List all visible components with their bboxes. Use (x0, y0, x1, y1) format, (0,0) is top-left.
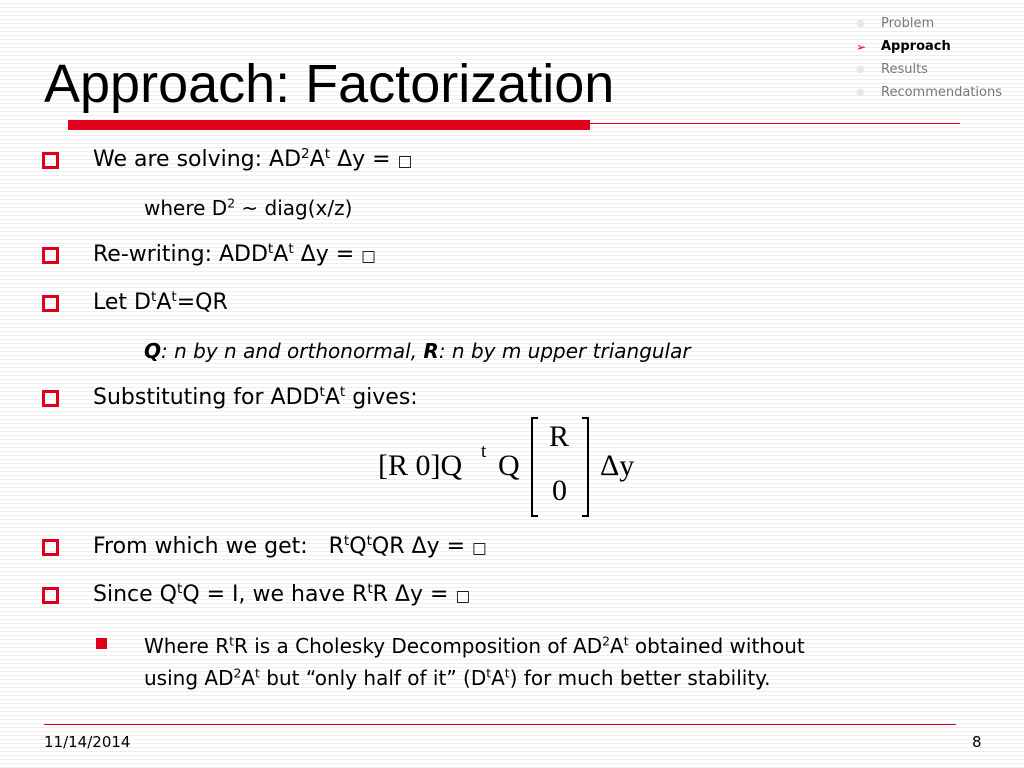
nav-bullet: ● (856, 64, 865, 75)
title-underline (68, 120, 590, 130)
matrix-top: R (549, 420, 570, 453)
hollow-square-bullet-icon (42, 295, 59, 312)
arrow-bullet-icon: ➢ (856, 40, 867, 54)
cholesky-line-1: Where $R^tR$ is a Cholesky Decomposition of $AD^2A^t$ obtained without (144, 633, 805, 658)
bullet-let-dtat: Let $D^tA^t=QR$ (93, 288, 228, 315)
nav-label: Recommendations (881, 85, 1003, 100)
bullet-re-writing: Re-writing: $ADD^tA^t$ Δy = □ (93, 240, 376, 267)
nav-bullet: ● (856, 87, 865, 98)
bullet-from-which: From which we get: $R^tQ^tQR$ Δy = □ (93, 532, 487, 559)
equation-q: Q (498, 449, 520, 482)
matrix-bottom: 0 (552, 474, 567, 507)
footer-date: 11/14/2014 (44, 733, 131, 751)
hollow-square-bullet-icon (42, 390, 59, 407)
footer-rule (44, 724, 956, 725)
slide-title: Approach: Factorization (44, 54, 615, 114)
equation (378, 414, 668, 520)
hollow-square-bullet-icon (42, 247, 59, 264)
hollow-square-bullet-icon (42, 587, 59, 604)
equation-delta-y: Δy (600, 449, 635, 482)
sub-bullet-cholesky (144, 630, 805, 694)
hollow-square-bullet-icon (42, 152, 59, 169)
sub-bullet-q-r-definition: Q: n by n and orthonormal, R: n by m upper triangular (144, 339, 691, 363)
hollow-square-bullet-icon (42, 539, 59, 556)
equation-left-superscript: t (481, 441, 487, 462)
nav-label: Results (881, 62, 928, 77)
title-rule (590, 123, 960, 124)
sub-bullet-where-d2: where $D^2$ ~ diag(x/z) (144, 195, 353, 220)
page-number: 8 (972, 733, 982, 751)
bullet-since-qtq: Since $Q^tQ = I$, we have $R^tR$ Δy = □ (93, 580, 470, 607)
bullet-we-are-solving: We are solving: $AD^2A^t$ Δy = □ (93, 145, 413, 172)
equation-left: [R 0]Q (378, 449, 463, 482)
filled-square-bullet-icon (96, 638, 107, 649)
nav-label: Problem (881, 16, 935, 31)
bullet-substituting: Substituting for $ADD^tA^t$ gives: (93, 383, 418, 410)
nav-label: Approach (881, 39, 951, 54)
cholesky-line-2: using $AD^2A^t$ but “only half of it” $(D^tA^t)$ for much better stability. (144, 665, 771, 690)
nav-bullet: ● (856, 18, 865, 29)
